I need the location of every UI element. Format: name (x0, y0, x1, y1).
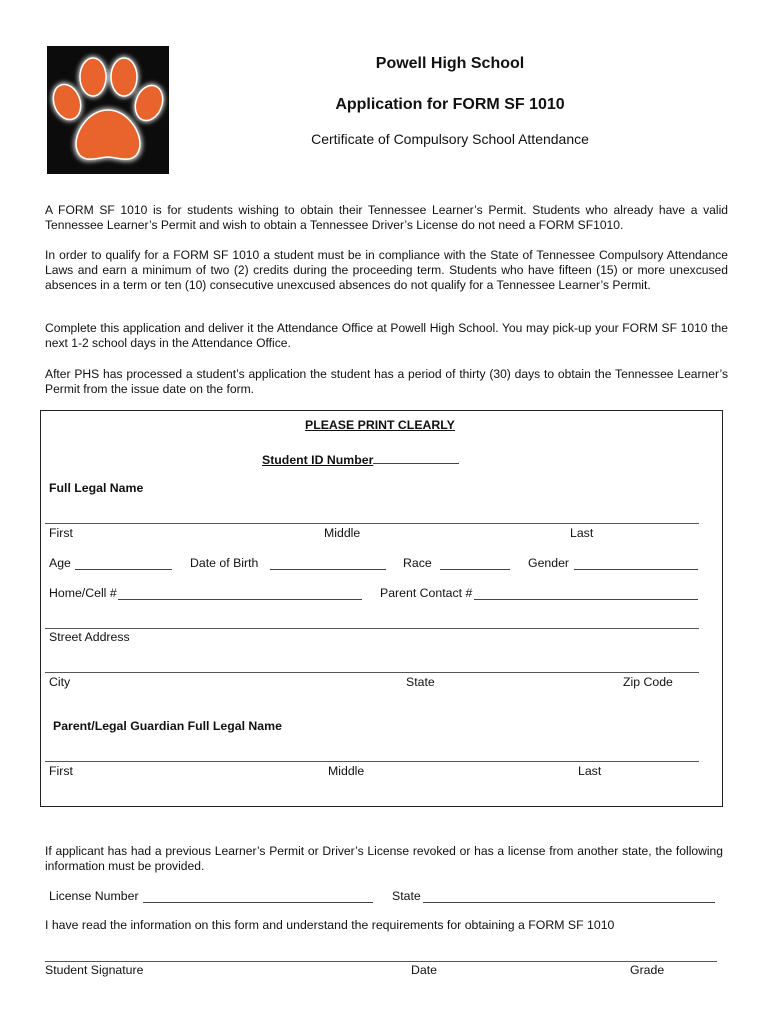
paw-print-icon (47, 46, 169, 174)
guardian-first-label: First (49, 764, 73, 778)
student-id-text: Student ID Number (262, 453, 374, 467)
race-field[interactable] (440, 558, 510, 570)
license-note: If applicant has had a previous Learner’s Permit or Driver’s License revoked or has a license from another state, the following information must be provided. (45, 844, 723, 874)
dob-label: Date of Birth (190, 556, 259, 570)
age-label: Age (49, 556, 71, 570)
signature-label: Student Signature (45, 963, 144, 977)
full-legal-name-label: Full Legal Name (49, 481, 144, 495)
date-label: Date (411, 963, 437, 977)
eligibility-paragraph: In order to qualify for a FORM SF 1010 a student must be in compliance with the State of Tennessee Compulsory Attendance Laws and earn a minimum of two (2) credits during the proceeding term. Students who have fifteen (15) or more unexcused absences in a term or ten (10) consecutive unexcused absences do not qualify for a Tennessee Learner’s Permit. (45, 248, 728, 293)
parent-contact-field[interactable] (474, 588, 698, 600)
last-name-label: Last (570, 526, 594, 540)
form-title: Application for FORM SF 1010 (335, 96, 565, 113)
signature-line[interactable] (45, 961, 717, 962)
gender-field[interactable] (574, 558, 698, 570)
city-state-zip-line[interactable] (45, 672, 699, 673)
street-address-label: Street Address (49, 630, 130, 644)
submission-paragraph: Complete this application and deliver it the Attendance Office at Powell High School. You may pick-up your FORM SF 1010 the next 1-2 school days in the Attendance Office. (45, 321, 728, 351)
guardian-name-label: Parent/Legal Guardian Full Legal Name (53, 719, 282, 733)
dob-field[interactable] (270, 558, 386, 570)
race-label: Race (403, 556, 432, 570)
guardian-last-label: Last (578, 764, 602, 778)
intro-paragraph: A FORM SF 1010 is for students wishing to obtain their Tennessee Learner’s Permit. Students who already have a valid Tennessee Learner’s Permit and wish to obtain a Tennessee Driver’s License do not need a FORM SF1010. (45, 203, 728, 233)
processing-paragraph: After PHS has processed a student’s application the student has a period of thirty (30) days to obtain the Tennessee Learner’s Permit from the issue date on the form. (45, 367, 728, 397)
first-name-label: First (49, 526, 73, 540)
school-name: Powell High School (375, 55, 525, 72)
street-address-line[interactable] (45, 628, 699, 629)
middle-name-label: Middle (324, 526, 361, 540)
guardian-middle-label: Middle (328, 764, 365, 778)
acknowledgement-text: I have read the information on this form and understand the requirements for obtaining a FORM SF 1010 (45, 918, 615, 932)
guardian-name-line[interactable] (45, 761, 699, 762)
form-subtitle: Certificate of Compulsory School Attendance (311, 131, 589, 147)
license-state-label: State (392, 889, 421, 903)
license-state-field[interactable] (423, 891, 715, 903)
grade-label: Grade (630, 963, 665, 977)
school-logo (47, 46, 169, 174)
zip-label: Zip Code (623, 675, 673, 689)
license-number-label: License Number (49, 889, 139, 903)
state-label: State (406, 675, 435, 689)
home-cell-field[interactable] (118, 588, 362, 600)
print-clearly-heading: PLEASE PRINT CLEARLY (305, 418, 455, 432)
student-id-label (262, 452, 459, 467)
student-info-box (40, 410, 723, 807)
full-name-line[interactable] (45, 523, 699, 524)
city-label: City (49, 675, 71, 689)
student-id-field[interactable] (373, 452, 459, 464)
parent-contact-label: Parent Contact # (380, 586, 473, 600)
gender-label: Gender (528, 556, 570, 570)
home-cell-label: Home/Cell # (49, 586, 117, 600)
age-field[interactable] (75, 558, 172, 570)
license-number-field[interactable] (143, 891, 373, 903)
